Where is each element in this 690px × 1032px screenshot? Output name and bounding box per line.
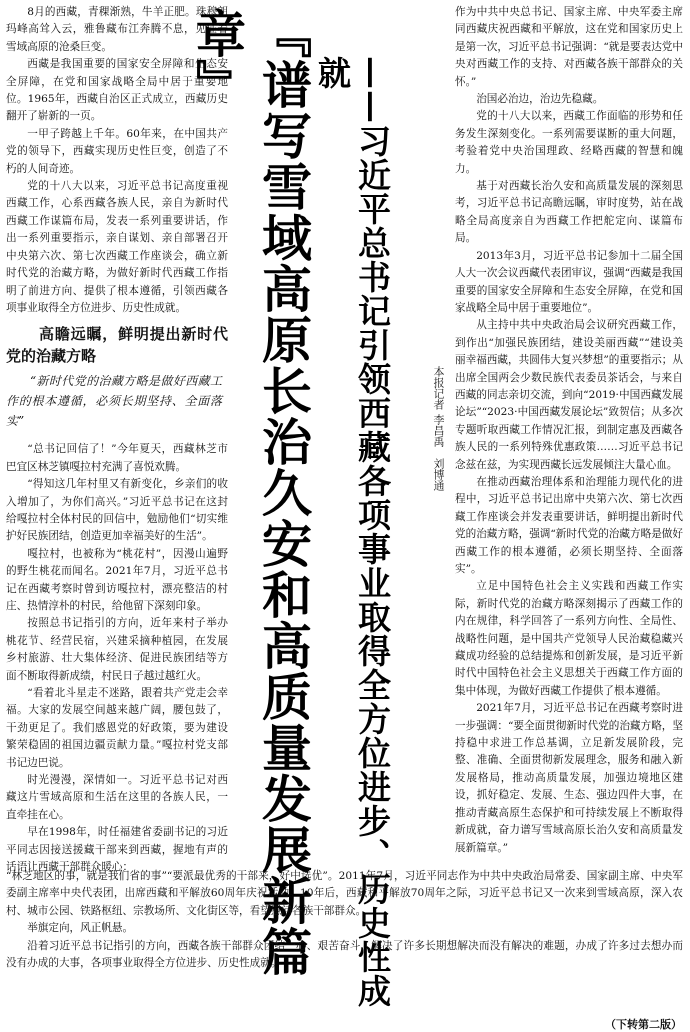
paragraph: 从主持中共中央政治局会议研究西藏工作，到作出“加强民族团结，建设美丽西藏”“建设美丽幸福西藏，共圆伟大复兴梦想”的重要指示；从出席全国两会少数民族代表委员茶话会，与来自西藏的同志亲切交流，到向“2019·中国西藏发展论坛”“2023·中国西藏发展论坛”致贺信；从多次专题听取西藏工作情况汇报，到制定惠及西藏各族人民的一系列特殊优惠政策……习近平总书记念兹在兹，为实现西藏长远发展倾注大量心血。 <box>455 319 683 471</box>
paragraph: 作为中共中央总书记、国家主席、中央军委主席同西藏庆祝西藏和平解放，这在党和国家历史上是第一次，习近平总书记强调：“就是要表达党中央对西藏工作的支持、对西藏各族干部群众的关怀。” <box>455 6 683 88</box>
paragraph: “得知这几年村里又有新变化，乡亲们的收入增加了，为你们高兴。”习近平总书记在这封给嘎拉村全体村民的回信中，勉励他们“切实维护好民族团结，创造更加幸福美好的生活”。 <box>6 478 228 543</box>
paragraph: 西藏是我国重要的国家安全屏障和生态安全屏障，在党和国家战略全局中居于重要地位。1965年，西藏自治区正式成立，西藏历史翻开了崭新的一页。 <box>6 58 228 123</box>
paragraph: “看着北斗星走不迷路，跟着共产党走会幸福。大家的发展空间越来越广阔，腰包鼓了，干劲更足了。我们感恩党的好政策，要为建设繁荣稳固的祖国边疆贡献力量。”嘎拉村党支部书记边巴说。 <box>6 687 228 769</box>
paragraph: 2013年3月，习近平总书记参加十二届全国人大一次会议西藏代表团审议，强调“西藏是我国重要的国家安全屏障和生态安全屏障，在党和国家战略全局中居于重要地位”。 <box>455 249 683 314</box>
paragraph: “林芝地区的事，就是我们省的事”“要派最优秀的干部来，好中选优”。2011年7月，习近平同志作为中共中央政治局常委、国家副主席、中央军委副主席率中央代表团，出席西藏和平解放60周年庆祝活动。10年后，西藏和平解放70周年之际，习近平总书记又一次来到雪域高原，深入农村、城市公园、铁路枢纽、宗教场所、文化街区等，看望慰问各族干部群众。 <box>6 870 683 917</box>
paragraph: 党的十八大以来，习近平总书记高度重视西藏工作，心系西藏各族人民，亲自为新时代西藏工作谋篇布局，发表一系列重要讲话，作出一系列重要指示，亲自谋划、亲自部署召开中央第六次、第七次西藏工作座谈会，确立新时代党的治藏方略，为做好新时代西藏工作指明了前进方向、提供了根本遵循，引领西藏各项事业取得全方位进步、历史性成就。 <box>6 180 228 314</box>
paragraph: 时光漫漫，深情如一。习近平总书记对西藏这片雪域高原和生活在这里的各族人民，一直牵挂在心。 <box>6 774 228 821</box>
section-pull-quote: “新时代党的治藏方略是做好西藏工作的根本遵循，必须长期坚持、全面落实” <box>6 374 222 429</box>
paragraph: 基于对西藏长治久安和高质量发展的深刻思考，习近平总书记高瞻远瞩，审时度势，站在战略全局高度亲自为西藏工作把舵定向、谋篇布局。 <box>455 180 683 245</box>
paragraph: 8月的西藏，青稞渐熟，牛羊正肥。珠穆朗玛峰高耸入云，雅鲁藏布江奔腾不息，见证着雪域高原的沧桑巨变。 <box>6 6 228 53</box>
byline-names: 李昌禹 刘博通 <box>432 413 445 491</box>
byline-label: 本报记者 <box>432 366 445 410</box>
continued-on-page-note: （下转第二版） <box>605 1018 682 1031</box>
paragraph: 治国必治边，治边先稳藏。 <box>476 93 604 106</box>
sub-headline: ——习近平总书记引领西藏各项事业取得全方位进步、历史性成就 <box>313 56 392 1008</box>
byline <box>402 366 448 526</box>
paragraph: 立足中国特色社会主义实践和西藏工作实际，新时代党的治藏方略深刻揭示了西藏工作的内在规律，科学回答了一系列方向性、全局性、战略性问题，是中国共产党领导人民治藏稳藏兴藏成功经验的总结提炼和创新发展，是习近平新时代中国特色社会主义思想关于西藏工作方面的集中体现，为做好西藏工作提供了根本遵循。 <box>455 580 683 697</box>
section-subheading: 高瞻远瞩，鲜明提出新时代党的治藏方略 <box>6 325 228 366</box>
main-headline: 『谱写雪域高原长治久安和高质量发展新篇章』 <box>188 8 312 977</box>
article-bottom-block <box>6 868 683 972</box>
article-right-column <box>455 4 683 857</box>
paragraph: 嘎拉村，也被称为“桃花村”，因漫山遍野的野生桃花而闻名。2021年7月，习近平总书记在西藏考察时曾到访嘎拉村，漂亮整洁的村庄、热情淳朴的村民，给他留下深刻印象。 <box>6 547 228 612</box>
paragraph: 按照总书记指引的方向，近年来村子举办桃花节、经营民宿，兴建采摘种植园，在发展乡村旅游、壮大集体经济、促进民族团结等方面不断取得新成绩，村民日子越过越红火。 <box>6 617 228 682</box>
paragraph: 沿着习近平总书记指引的方向，西藏各族干部群众团结一心、艰苦奋斗，解决了许多长期想解决而没有解决的难题，办成了许多过去想办而没有办成的大事，各项事业取得全方位进步、历史性成就。 <box>6 939 683 970</box>
paragraph: 在推动西藏治理体系和治理能力现代化的进程中，习近平总书记出席中央第六次、第七次西藏工作座谈会并发表重要讲话，鲜明提出新时代党的治藏方略，强调“新时代党的治藏方略是做好西藏工作的根本遵循，必须长期坚持、全面落实”。 <box>455 475 683 575</box>
paragraph: 举旗定向，风正帆悬。 <box>27 922 134 935</box>
paragraph: 早在1998年，时任福建省委副书记的习近平同志因接送援藏干部来到西藏，握地有声的话语让西藏干部群众暖心： <box>6 826 228 874</box>
paragraph: “总书记回信了！”今年夏天，西藏林芝市巴宜区林芝镇嘎拉村充满了喜悦欢腾。 <box>6 443 228 473</box>
paragraph: 一甲子跨越上千年。60年来，在中国共产党的领导下，西藏实现历史性巨变，创造了不朽的人间奇迹。 <box>6 127 228 175</box>
paragraph: 2021年7月，习近平总书记在西藏考察时进一步强调：“要全面贯彻新时代党的治藏方略，坚持稳中求进工作总基调，立足新发展阶段，完整、准确、全面贯彻新发展理念，服务和融入新发展格局，推动高质量发展，加强边境地区建设，抓好稳定、发展、生态、强边四件大事，在推动青藏高原生态保护和可持续发展上不断取得新成就，奋力谱写雪域高原长治久安和高质量发展新篇章。” <box>455 702 683 854</box>
article-left-column <box>6 4 228 876</box>
paragraph: 党的十八大以来，西藏工作面临的形势和任务发生深刻变化。一系列需要谋断的重大问题，考验着党中央治国理政、经略西藏的智慧和魄力。 <box>455 110 683 175</box>
